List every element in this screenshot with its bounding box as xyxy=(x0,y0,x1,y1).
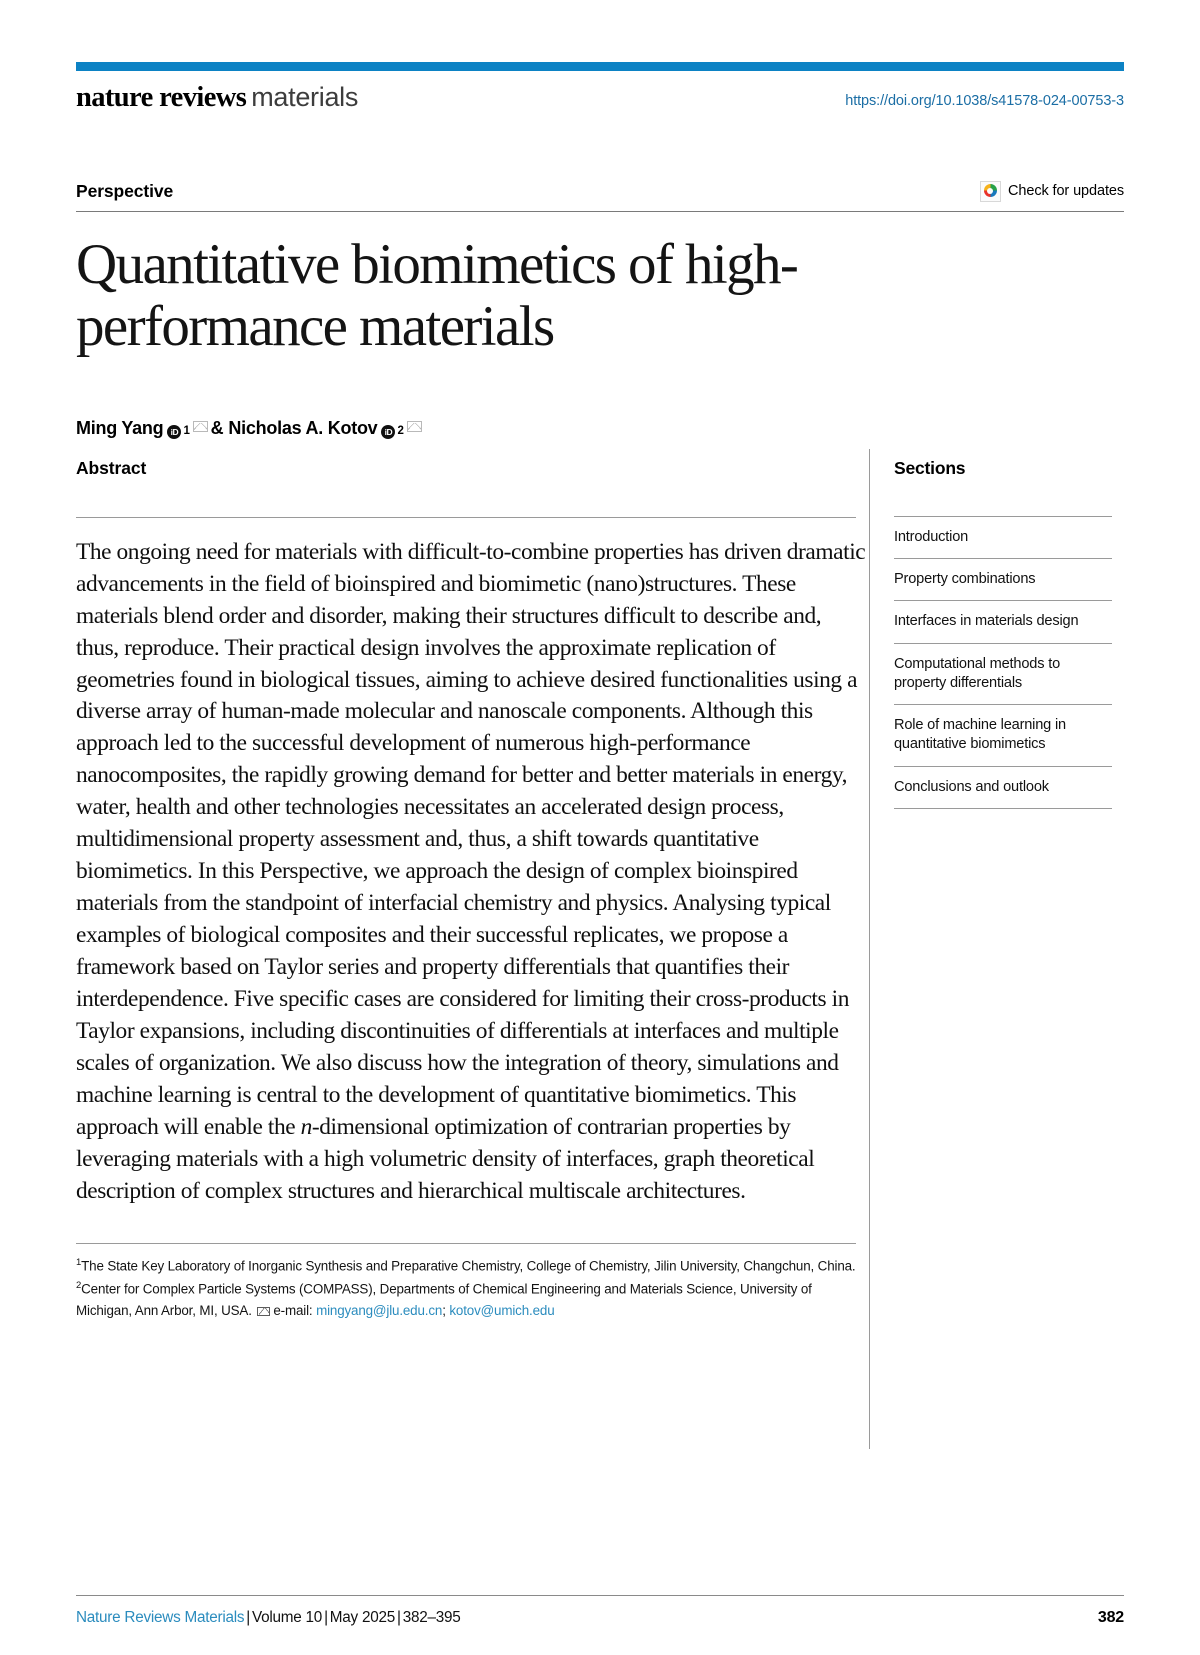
header-divider xyxy=(76,211,1124,212)
email-link-1[interactable]: mingyang@jlu.edu.cn xyxy=(316,1303,443,1319)
logo-journal-text: materials xyxy=(251,82,359,112)
affiliation-text-2: Center for Complex Particle Systems (COMPASS), Departments of Chemical Engineering and Materials Science, University of Michigan, Ann Arbor, MI, USA. xyxy=(76,1281,812,1319)
article-type-row xyxy=(76,181,1124,202)
author-separator: & xyxy=(210,417,224,438)
abstract-heading: Abstract xyxy=(76,457,147,478)
page-title: Quantitative biomimetics of high-performance materials xyxy=(76,232,798,358)
sidebar-item-introduction[interactable]: Introduction xyxy=(894,517,1112,559)
affiliations-divider xyxy=(76,1243,856,1244)
email-label: e-mail: xyxy=(273,1303,313,1319)
author-name-1[interactable]: Ming Yang xyxy=(76,417,164,438)
abstract-divider xyxy=(76,517,856,518)
sidebar-item-property-combinations[interactable]: Property combinations xyxy=(894,559,1112,601)
email-link-2[interactable]: kotov@umich.edu xyxy=(449,1303,555,1319)
affiliations xyxy=(76,1255,860,1321)
abstract-text-part-1: The ongoing need for materials with difficult-to-combine properties has driven dramatic advancements in the field of bioinspired and biomimetic (nano)structures. These materials blend order and disorder, making their structures difficult to describe and, thus, reproduce. Their practical design involves the approximate replication of geometries found in biological tissues, aiming to achieve desired functionalities using a diverse array of human-made molecular and nanoscale components. Although this approach led to the successful development of numerous high-performance nanocomposites, the rapidly growing demand for better and better materials in energy, water, health and other technologies necessitates an accelerated design process, multidimensional property assessment and, thus, a shift towards quantitative biomimetics. In this Perspective, we approach the design of complex bioinspired materials from the standpoint of interfacial chemistry and physics. Analysing typical examples of biological composites and their successful replicates, we propose a framework based on Taylor series and property differentials that quantifies their interdependence. Five specific cases are considered for limiting their cross-products in Taylor expansions, including discontinuities of differentials at interfaces and multiple scales of organization. We also discuss how the integration of theory, simulations and machine learning is central to the development of quantitative biomimetics. This approach will enable the xyxy=(76,538,866,1140)
page-footer xyxy=(76,1595,1124,1627)
sidebar-item-conclusions[interactable]: Conclusions and outlook xyxy=(894,767,1112,809)
article-type-label: Perspective xyxy=(76,180,174,201)
email-icon xyxy=(257,1307,270,1316)
abstract-body xyxy=(76,537,866,1208)
sidebar-item-machine-learning[interactable]: Role of machine learning in quantitative biomimetics xyxy=(894,705,1112,767)
check-for-updates[interactable] xyxy=(980,181,1124,202)
masthead xyxy=(76,84,1124,113)
footer-journal-name[interactable]: Nature Reviews Materials xyxy=(76,1609,245,1626)
author-affiliation-marker-2: 2 xyxy=(397,424,404,437)
footer-separator: | xyxy=(246,1609,251,1626)
orcid-icon[interactable]: iD xyxy=(167,425,181,439)
footer-volume: Volume 10 xyxy=(252,1609,323,1626)
affiliation-marker-2: 2 xyxy=(76,1279,82,1291)
sidebar-item-computational-methods[interactable]: Computational methods to property differentials xyxy=(894,644,1112,706)
abstract-italic-n: n xyxy=(300,1113,312,1140)
email-icon[interactable] xyxy=(193,421,208,432)
footer-date: May 2025 xyxy=(329,1609,395,1626)
article-body xyxy=(76,449,1124,1449)
footer-divider xyxy=(76,1595,1124,1596)
footer-pages: 382–395 xyxy=(402,1609,461,1626)
abstract-column xyxy=(76,449,866,1449)
page-number: 382 xyxy=(1097,1609,1124,1626)
author-list xyxy=(76,418,1124,439)
sections-heading: Sections xyxy=(894,457,966,478)
sidebar-item-interfaces[interactable]: Interfaces in materials design xyxy=(894,601,1112,643)
check-for-updates-label: Check for updates xyxy=(1008,183,1124,199)
article-page xyxy=(0,62,1200,1655)
author-affiliation-marker-1: 1 xyxy=(183,424,190,437)
brand-bar xyxy=(76,62,1124,71)
doi-link[interactable]: https://doi.org/10.1038/s41578-024-00753-3 xyxy=(845,93,1124,109)
journal-logo[interactable] xyxy=(76,84,358,113)
footer-separator: | xyxy=(324,1609,328,1626)
email-icon[interactable] xyxy=(407,421,422,432)
affiliation-marker-1: 1 xyxy=(76,1257,82,1269)
footer-citation xyxy=(76,1609,461,1627)
sections-column xyxy=(870,449,1112,1449)
author-name-2[interactable]: Nicholas A. Kotov xyxy=(228,417,378,438)
footer-row xyxy=(76,1609,1124,1627)
logo-nature-text: nature reviews xyxy=(76,82,247,113)
email-separator: ; xyxy=(442,1303,446,1319)
abstract-text-part-2: -dimensional optimization of contrarian properties by leveraging materials with a high volumetric density of interfaces, graph theoretical description of complex structures and hierarchical multiscale architectures. xyxy=(76,1113,815,1204)
footer-separator: | xyxy=(396,1609,401,1626)
crossmark-icon xyxy=(980,181,1001,202)
orcid-icon[interactable]: iD xyxy=(381,425,395,439)
affiliation-text-1: The State Key Laboratory of Inorganic Synthesis and Preparative Chemistry, College of Chemistry, Jilin University, Changchun, China. xyxy=(81,1258,856,1274)
